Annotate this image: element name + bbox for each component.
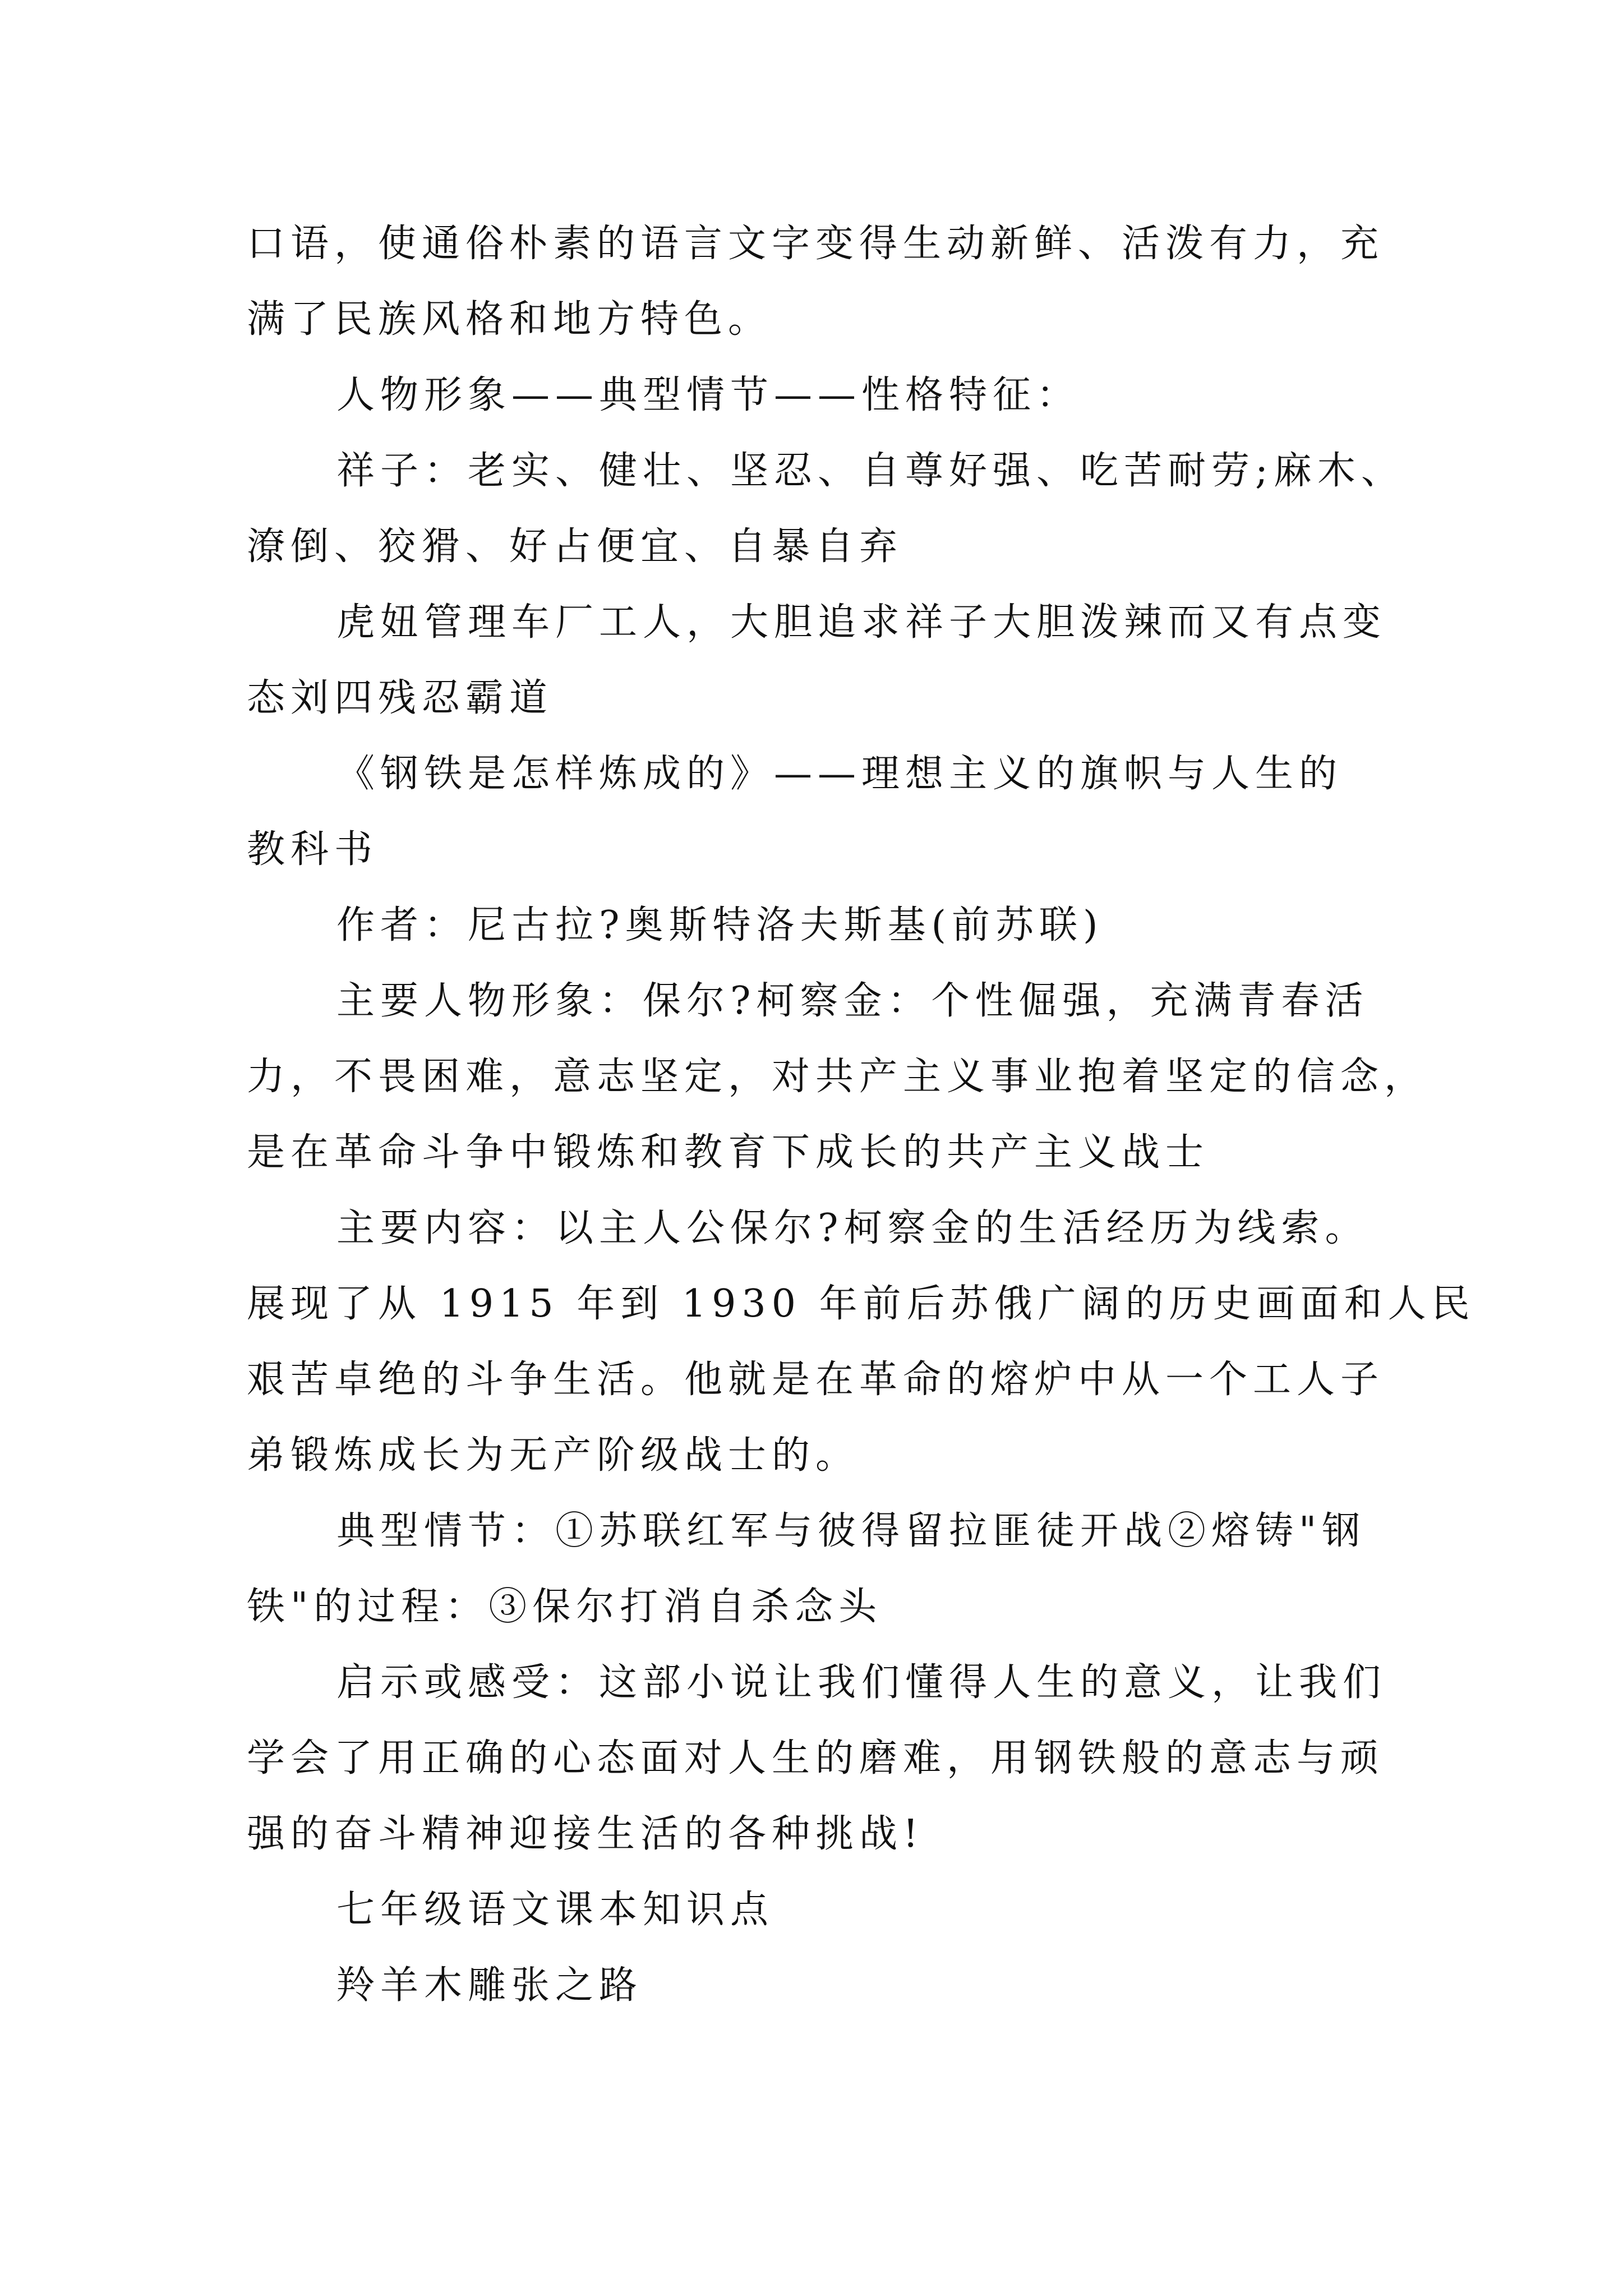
text-line: 虎妞管理车厂工人，大胆追求祥子大胆泼辣而又有点变	[336, 600, 1387, 645]
text-line: 典型情节：①苏联红军与彼得留拉匪徒开战②熔铸"钢	[336, 1509, 1366, 1553]
text-line: 强的奋斗精神迎接生活的各种挑战!	[247, 1812, 924, 1856]
text-line: 教科书	[247, 827, 379, 872]
text-line: 展现了从 1915 年到 1930 年前后苏俄广阔的历史画面和人民	[247, 1282, 1476, 1326]
text-line: 祥子：老实、健壮、坚忍、自尊好强、吃苦耐劳;麻木、	[336, 449, 1405, 493]
text-line: 潦倒、狡猾、好占便宜、自暴自弃	[247, 524, 903, 569]
text-line: 满了民族风格和地方特色。	[247, 297, 772, 342]
text-line: 主要人物形象：保尔?柯察金：个性倔强，充满青春活	[336, 979, 1369, 1023]
text-line: 七年级语文课本知识点	[336, 1888, 774, 1932]
text-line: 铁"的过程：③保尔打消自杀念头	[247, 1585, 883, 1629]
text-line: 力，不畏困难，意志坚定，对共产主义事业抱着坚定的信念，	[247, 1055, 1428, 1099]
text-line: 羚羊木雕张之路	[336, 1963, 643, 2008]
text-line: 主要内容：以主人公保尔?柯察金的生活经历为线索。	[336, 1206, 1369, 1250]
text-line: 启示或感受：这部小说让我们懂得人生的意义，让我们	[336, 1660, 1387, 1705]
text-line: 口语，使通俗朴素的语言文字变得生动新鲜、活泼有力，充	[247, 222, 1385, 266]
text-line: 人物形象——典型情节——性格特征：	[336, 373, 1081, 417]
text-line: 态刘四残忍霸道	[247, 676, 554, 720]
text-line: 弟锻炼成长为无产阶级战士的。	[247, 1433, 860, 1478]
text-line: 作者：尼古拉?奥斯特洛夫斯基(前苏联)	[336, 903, 1104, 947]
text-line: 艰苦卓绝的斗争生活。他就是在革命的熔炉中从一个工人子	[247, 1358, 1385, 1402]
text-line: 是在革命斗争中锻炼和教育下成长的共产主义战士	[247, 1130, 1210, 1175]
text-line: 学会了用正确的心态面对人生的磨难，用钢铁般的意志与顽	[247, 1736, 1385, 1780]
text-line: 《钢铁是怎样炼成的》——理想主义的旗帜与人生的	[336, 752, 1343, 796]
